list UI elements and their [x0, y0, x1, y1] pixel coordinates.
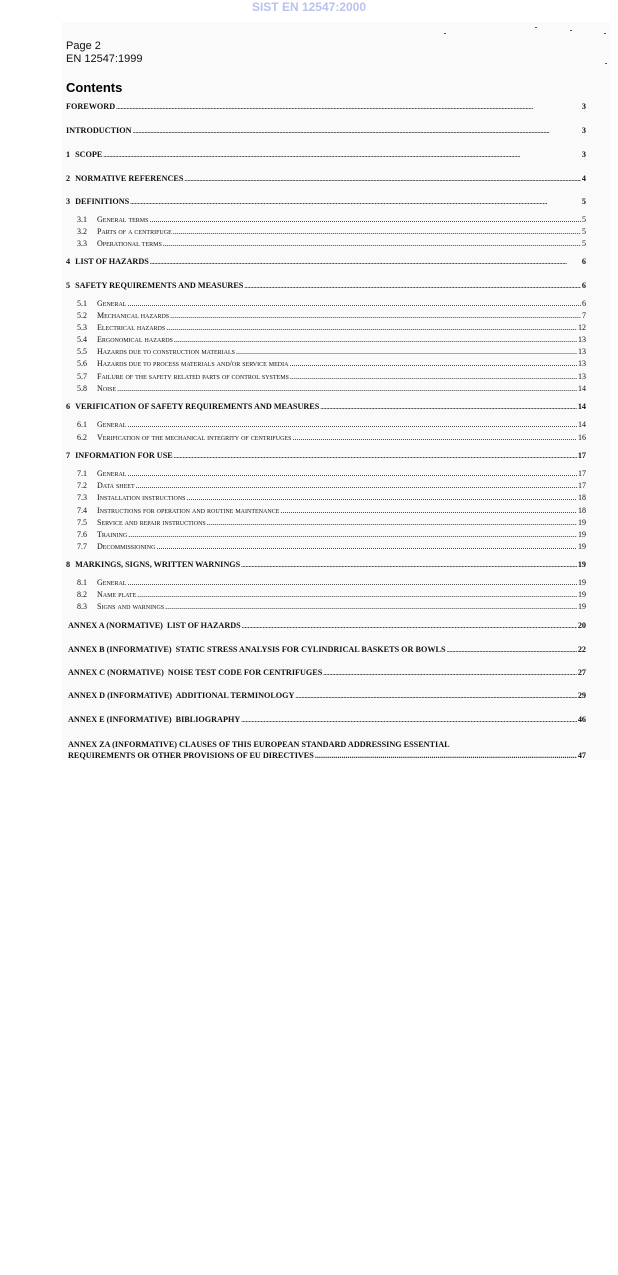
- toc-entry-number: 6.2: [77, 433, 87, 442]
- toc-entry[interactable]: [77, 542, 586, 552]
- toc-entry-title: Noise: [97, 384, 117, 393]
- toc-entry[interactable]: [77, 215, 586, 225]
- toc-entry-page: 16: [578, 433, 586, 442]
- toc-entry-title: REQUIREMENTS OR OTHER PROVISIONS OF EU DIRECTIVES: [68, 751, 314, 760]
- toc-entry[interactable]: [77, 518, 586, 528]
- toc-entry-title: INFORMATION FOR USE: [75, 451, 173, 460]
- toc-entry-title: General: [97, 420, 127, 429]
- toc-entry-number: 8: [66, 560, 71, 569]
- toc-entry-page: 19: [577, 560, 586, 569]
- toc-entry-title: SAFETY REQUIREMENTS AND MEASURES: [75, 281, 244, 290]
- toc-leader: [103, 150, 581, 161]
- toc-leader: [447, 645, 577, 656]
- toc-entry-page: 6: [581, 257, 586, 266]
- toc-entry-annex[interactable]: [68, 645, 586, 656]
- toc-entry-number: 5.3: [77, 323, 87, 332]
- toc-entry-page: 6: [581, 281, 586, 290]
- toc-entry[interactable]: [77, 227, 586, 237]
- contents-title: Contents: [66, 80, 123, 95]
- toc-entry-title: Failure of the safety related parts of control systems: [97, 372, 289, 381]
- toc-entry-page: 7: [582, 311, 586, 320]
- toc-entry-page: 19: [578, 530, 586, 539]
- toc-leader: [244, 281, 581, 292]
- toc-leader: [290, 372, 577, 382]
- toc-entry-title: Parts of a centrifuge: [97, 227, 172, 236]
- toc-leader: [166, 323, 577, 333]
- toc-entry[interactable]: [77, 347, 586, 357]
- toc-entry-page: 5: [581, 197, 586, 206]
- toc-leader: [207, 518, 577, 528]
- toc-entry-number: 7.4: [77, 506, 87, 515]
- toc-entry[interactable]: [66, 451, 586, 462]
- toc-entry-number: 7: [66, 451, 71, 460]
- toc-entry-title: Name plate: [97, 590, 137, 599]
- toc-entry-page: 18: [578, 506, 586, 515]
- toc-entry[interactable]: [66, 102, 586, 113]
- toc-entry-number: 7.7: [77, 542, 87, 551]
- standard-number: EN 12547:1999: [66, 53, 143, 65]
- toc-leader: [315, 750, 577, 761]
- toc-leader: [150, 257, 581, 268]
- toc-entry[interactable]: [66, 174, 586, 185]
- toc-entry-number: 3.2: [77, 227, 87, 236]
- toc-entry-title: VERIFICATION OF SAFETY REQUIREMENTS AND MEASURES: [75, 402, 320, 411]
- toc-entry-title: Installation instructions: [97, 493, 186, 502]
- toc-entry-page: 19: [578, 590, 586, 599]
- watermark: SIST EN 12547:2000: [251, 0, 367, 14]
- toc-entry-number: 7.3: [77, 493, 87, 502]
- toc-entry-page: 17: [578, 469, 586, 478]
- toc-leader: [170, 311, 581, 321]
- toc-leader: [184, 174, 580, 185]
- toc-leader: [242, 621, 577, 632]
- toc-entry[interactable]: [77, 481, 586, 491]
- toc-entry-page: 19: [578, 602, 586, 611]
- toc-entry-number: 4: [66, 257, 71, 266]
- toc-entry-number: 5.5: [77, 347, 87, 356]
- toc-leader: [323, 668, 577, 679]
- toc-entry-annex[interactable]: [68, 621, 586, 632]
- toc-entry-page: 17: [578, 481, 586, 490]
- toc-leader: [187, 493, 577, 503]
- toc-entry-page: 5: [582, 227, 586, 236]
- toc-entry-title: ANNEX E (INFORMATIVE) BIBLIOGRAPHY: [68, 715, 241, 724]
- toc-entry[interactable]: [77, 506, 586, 516]
- toc-entry-title: Training: [97, 530, 128, 539]
- toc-entry[interactable]: [66, 257, 586, 268]
- toc-leader: [117, 384, 577, 394]
- toc-entry-page: 12: [578, 323, 586, 332]
- toc-entry-page: 13: [578, 347, 586, 356]
- toc-entry[interactable]: [66, 126, 586, 137]
- toc-leader: [320, 402, 577, 413]
- toc-entry-title: INTRODUCTION: [66, 126, 132, 135]
- toc-entry-number: 5.1: [77, 299, 87, 308]
- toc-entry-title: NORMATIVE REFERENCES: [75, 174, 184, 183]
- toc-entry-title: General: [97, 469, 127, 478]
- toc-entry-number: 5.4: [77, 335, 87, 344]
- toc-entry-number: 5.8: [77, 384, 87, 393]
- toc-entry-number: 7.2: [77, 481, 87, 490]
- toc-entry[interactable]: [77, 433, 586, 443]
- toc-entry-page: 3: [581, 102, 586, 111]
- toc-entry-annex[interactable]: [68, 715, 586, 726]
- toc-leader: [127, 469, 577, 479]
- toc-entry[interactable]: [66, 150, 586, 161]
- toc-leader: [156, 542, 577, 552]
- toc-leader: [241, 560, 577, 571]
- toc-entry-page: 4: [581, 174, 586, 183]
- toc-entry-annex[interactable]: [68, 668, 586, 679]
- toc-leader: [174, 335, 577, 345]
- toc-entry-title: DEFINITIONS: [75, 197, 130, 206]
- toc-entry[interactable]: [77, 359, 586, 369]
- toc-entry-number: 5.7: [77, 372, 87, 381]
- toc-entry-title: ANNEX D (INFORMATIVE) ADDITIONAL TERMINOLOGY: [68, 691, 295, 700]
- toc-leader: [295, 691, 576, 702]
- toc-entry-number: 7.1: [77, 469, 87, 478]
- toc-entry[interactable]: [77, 578, 586, 588]
- toc-leader: [130, 197, 581, 208]
- toc-entry-title: Verification of the mechanical integrity of centrifuges: [97, 433, 292, 442]
- toc-entry-page: 19: [578, 578, 586, 587]
- toc-entry-number: 1: [66, 150, 71, 159]
- toc-leader: [163, 239, 581, 249]
- toc-entry-number: 3.3: [77, 239, 87, 248]
- toc-entry-page: 27: [577, 668, 586, 677]
- toc-entry-title: Mechanical hazards: [97, 311, 170, 320]
- toc-entry[interactable]: [77, 469, 586, 479]
- toc-entry[interactable]: [77, 299, 586, 309]
- toc-entry-page: 17: [577, 451, 586, 460]
- toc-entry[interactable]: [66, 560, 586, 571]
- toc-leader: [174, 451, 577, 462]
- toc-entry-page: 13: [578, 372, 586, 381]
- toc-leader: [116, 102, 581, 113]
- toc-entry-number: 6: [66, 402, 71, 411]
- toc-entry-page: 18: [578, 493, 586, 502]
- toc-entry-page: 29: [577, 691, 586, 700]
- toc-entry-page: 47: [577, 751, 586, 760]
- toc-entry-number: 7.6: [77, 530, 87, 539]
- toc-entry-title: Operational terms: [97, 239, 162, 248]
- toc-entry[interactable]: [66, 197, 586, 208]
- toc-entry-page: 14: [578, 420, 586, 429]
- toc-entry-title: SCOPE: [75, 150, 103, 159]
- toc-leader: [292, 433, 577, 443]
- toc-entry-page: 20: [577, 621, 586, 630]
- toc-leader: [289, 359, 577, 369]
- toc-entry-page: 13: [578, 359, 586, 368]
- toc-entry[interactable]: [77, 602, 586, 612]
- toc-entry[interactable]: [66, 402, 586, 413]
- toc-entry-title: Instructions for operation and routine maintenance: [97, 506, 280, 515]
- toc-entry[interactable]: [77, 372, 586, 382]
- toc-leader: [165, 602, 577, 612]
- toc-leader: [133, 126, 581, 137]
- toc-entry-page: 46: [577, 715, 586, 724]
- toc-leader: [128, 530, 577, 540]
- toc-entry-page: 19: [578, 542, 586, 551]
- toc-entry-page: 5: [582, 239, 586, 248]
- toc-entry-page: 6: [582, 299, 586, 308]
- toc-entry-title: ANNEX A (NORMATIVE) LIST OF HAZARDS: [68, 621, 241, 630]
- toc-entry-number: 2: [66, 174, 71, 183]
- toc-entry-title: Signs and warnings: [97, 602, 165, 611]
- toc-leader: [173, 227, 581, 237]
- toc-entry-title: General: [97, 578, 127, 587]
- toc-entry-number: 8.1: [77, 578, 87, 587]
- toc-entry[interactable]: [77, 239, 586, 249]
- toc-entry-annex[interactable]: [68, 691, 586, 702]
- toc-entry-page: 19: [578, 518, 586, 527]
- toc-entry-page: 5: [582, 215, 586, 224]
- toc-entry-title: FOREWORD: [66, 102, 116, 111]
- toc-leader: [137, 590, 577, 600]
- toc-entry-number: 5.2: [77, 311, 87, 320]
- toc-entry[interactable]: [77, 335, 586, 345]
- toc-entry-title: ANNEX C (NORMATIVE) NOISE TEST CODE FOR CENTRIFUGES: [68, 668, 323, 677]
- toc-entry-number: 3: [66, 197, 71, 206]
- page-label: Page 2: [66, 40, 101, 52]
- toc-entry-title: Hazards due to construction materials: [97, 347, 236, 356]
- toc-entry[interactable]: [66, 281, 586, 292]
- toc-entry-number: 6.1: [77, 420, 87, 429]
- toc-entry-page: 22: [577, 645, 586, 654]
- toc-leader: [149, 215, 581, 225]
- toc-leader: [241, 715, 577, 726]
- toc-entry-page: 13: [578, 335, 586, 344]
- toc-entry-number: 3.1: [77, 215, 87, 224]
- toc-leader: [127, 420, 577, 430]
- toc-entry[interactable]: [77, 323, 586, 333]
- toc-entry-title: ANNEX B (INFORMATIVE) STATIC STRESS ANALYSIS FOR CYLINDRICAL BASKETS OR BOWLS: [68, 645, 446, 654]
- toc-entry-title: Decommissioning: [97, 542, 156, 551]
- toc-entry-title: Service and repair instructions: [97, 518, 206, 527]
- toc-entry[interactable]: [77, 420, 586, 430]
- toc-leader: [236, 347, 577, 357]
- toc-entry-title: General: [97, 299, 127, 308]
- toc-entry[interactable]: [77, 530, 586, 540]
- toc-entry-page: 14: [578, 384, 586, 393]
- toc-entry-page: 14: [577, 402, 586, 411]
- toc-entry-number: 5.6: [77, 359, 87, 368]
- toc-entry[interactable]: [77, 311, 586, 321]
- toc-entry[interactable]: [77, 493, 586, 503]
- toc-entry-title: LIST OF HAZARDS: [75, 257, 149, 266]
- toc-entry-title: MARKINGS, SIGNS, WRITTEN WARNINGS: [75, 560, 241, 569]
- toc-entry-title: General terms: [97, 215, 149, 224]
- toc-entry-title: Hazards due to process materials and/or service media: [97, 359, 289, 368]
- toc-entry[interactable]: [77, 590, 586, 600]
- toc-entry-number: 8.2: [77, 590, 87, 599]
- toc-leader: [136, 481, 577, 491]
- toc-leader: [127, 578, 577, 588]
- toc-entry-title: Electrical hazards: [97, 323, 166, 332]
- toc-entry-title: Ergonomical hazards: [97, 335, 173, 344]
- toc-leader: [280, 506, 577, 516]
- toc-entry[interactable]: [77, 384, 586, 394]
- toc-entry-page: 3: [581, 126, 586, 135]
- toc-entry-annex-za[interactable]: [68, 739, 586, 761]
- toc-entry-number: 7.5: [77, 518, 87, 527]
- toc-entry-number: 5: [66, 281, 71, 290]
- toc-entry-title: ANNEX ZA (INFORMATIVE) CLAUSES OF THIS EUROPEAN STANDARD ADDRESSING ESSENTIAL: [68, 740, 450, 749]
- toc-leader: [127, 299, 581, 309]
- toc-entry-page: 3: [581, 150, 586, 159]
- toc-entry-title: Data sheet: [97, 481, 135, 490]
- toc-entry-number: 8.3: [77, 602, 87, 611]
